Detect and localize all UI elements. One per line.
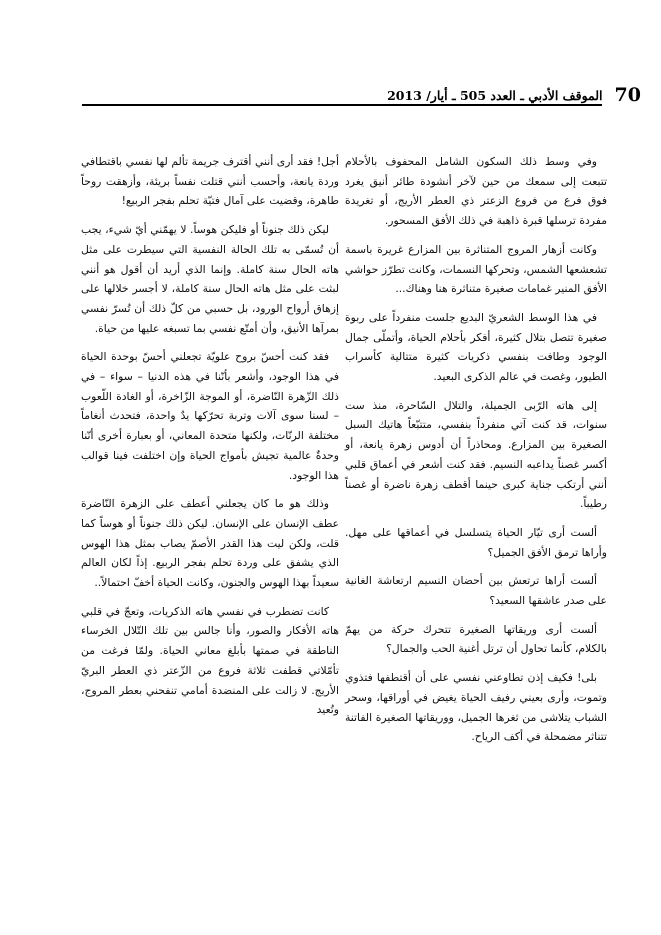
- paragraph: وذلك هو ما كان يجعلني أعطف على الزهرة النّاضرة عطف الإنسان على الإنسان. ليكن ذلك جنوناً أو هوساً كما قلت، ولكن ليت هذا القدر الأصمّ يصاب بمثل هذا الهوس الذي يشفق على وردة تحلم بفجر الربيع. إذاً لكان العالم سعيداً بهذا الهوس والجنون، وكانت الحياة أخفّ احتمالاً..: [81, 497, 339, 590]
- paragraph: ليكن ذلك جنوناً أو فليكن هوساً. لا يهمّني أيّ شيء، يجب أن تُسمّى به تلك الحالة النفسية التي سيطرت على مثل هاته الحال سنة كاملة. وإنما الذي أريد أن أقول هو أنني لبثت على مثل هاته الحال سنة كاملة، لا أجسر خلالها على إزهاق أرواح الورود، بل حسبي من كلّ ذلك أن تُسرّ نفسي بمرآها الأنيق، وأن أمتّع نفسي بما تسبغه عليها من حياة.: [81, 223, 339, 335]
- paragraph: إلى هاته الرّبى الجميلة، والتلال السّاحرة، منذ ست سنوات، قد كنت آتي منفرداً بنفسي، متتبّعاً هاتيك السبل الصغيرة بين المزارع. ومحاذراً أن أدوس زهرة يانعة، أو أكسر غصناً يداعبه النسيم. فقد كنت أشعر في أعماق قلبي أنني أرتكب جناية كبرى حينما أقطف زهرة ناضرة أو غصناً رطيباً.: [345, 398, 607, 511]
- paragraph: ألست أرى وريقاتها الصغيرة تتحرك حركة من يهمّ بالكلام، كأنما تحاول أن ترتل أغنية الحب والجمال؟: [345, 622, 607, 656]
- header-rule: [82, 104, 602, 106]
- paragraph: وفي وسط ذلك السكون الشامل المحفوف بالأحلام تتبعت إلى سمعك من حين لآخر أنشودة طائر أنيق يغرد فوق فرع من فروع الزعتر ذي العطر الأريج، أو تغريدة مفردة ترسلها قبرة ذاهبة في ذلك الأفق المسحور.: [345, 155, 607, 228]
- paragraph: أجل! فقد أرى أنني أقترف جريمة تألم لها نفسي باقتطافي وردة يانعة، وأحسب أنني قتلت نفساً بريئة، وأزهقت روحاً طاهرة، وقضيت على آمال فتيّة تحلم بفجر الربيع!: [81, 155, 339, 208]
- text-column-left: [81, 152, 339, 729]
- paragraph: في هذا الوسط الشعريّ البديع جلست منفرداً على ربوة صغيرة تتصل بتلال كثيرة، أفكر بأحلام الحياة، وأتملّى جمال الوجود وطافت بنفسي ذكريات كثيرة متتالية كأسراب الطيور، وغصت في عالم الذكرى البعيد.: [345, 310, 607, 384]
- paragraph: فقد كنت أحسّ بروح علويّة تجعلني أحسّ بوحدة الحياة في هذا الوجود، وأشعر بأنّنا في هذه الدنيا – سواء – في ذلك الزّهرة النّاضرة، أو الموجة الزّاخرة، أو الغادة اللّعوب – لسنا سوى آلات وتربة تحرّكها يدٌ واحدة، فتحدث أنغاماً مختلفة الرنّات، ولكنها متحدة المعاني، أو بعبارة أخرى أنّنا وحدةٌ عالمية تجيش بأمواج الحياة وإن اختلفت فينا قوالب هذا الوجود.: [81, 350, 339, 482]
- paragraph: ألست أراها ترتعش بين أحضان النسيم ارتعاشة الغانية على صدر عاشقها السعيد؟: [345, 574, 607, 608]
- paragraph: بلى! فكيف إذن تطاوعني نفسي على أن أقتطفها فتذوي وتموت، وأرى بعيني رفيف الحياة يغيض في أوراقها، وسحر الشباب يتلاشى من ثغرها الجميل، ووريقاتها الصغيرة الفاتنة تتناثر مضمحلة في أكف الرياح.: [345, 671, 607, 744]
- running-header: [378, 84, 641, 106]
- paragraph: كانت تضطرب في نفسي هاته الذكريات، وتعجّ في قلبي هاته الأفكار والصور، وأنا جالس بين تلك التّلال الخرساء الناطقة في صمتها بأبلغ معاني الحياة. ولمّا فرغت من تأمّلاتي قطفت ثلاثة فروع من الزّعتر ذي العطر البريّ الأريج. لا زالت على المنضدة أمامي تنفحني بعطر المروج، وتُعيد: [81, 604, 339, 717]
- page-number: 70: [614, 84, 641, 106]
- paragraph: ألست أرى تيّار الحياة يتسلسل في أعماقها على مهل. وأراها ترمق الأفق الجميل؟: [345, 525, 607, 559]
- text-column-right: [345, 152, 607, 756]
- paragraph: وكانت أزهار المروج المتناثرة بين المزارع غريرة باسمة تشعشعها الشمس، وتحركها النسمات، وكانت تطرّز حواشي الأفق المنير غمامات صغيرة متناثرة هنا وهناك...: [345, 242, 607, 296]
- running-title: الموقف الأدبي ـ العدد 505 ـ أيار/ 2013: [387, 87, 603, 103]
